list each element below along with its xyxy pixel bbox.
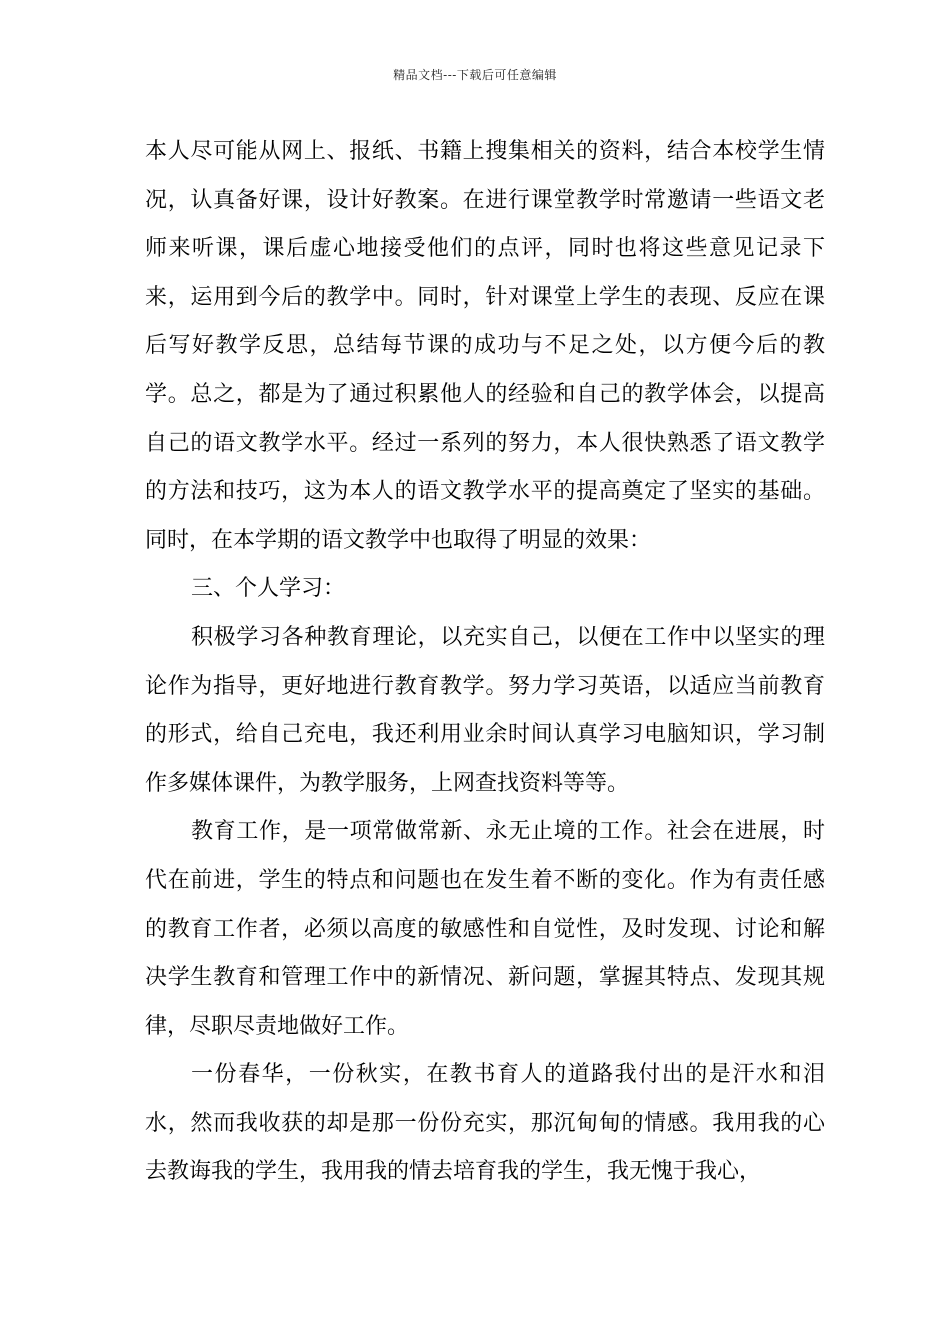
section-heading-personal-study: 三、个人学习： [191,576,346,602]
paragraph-materials: 本人尽可能从网上、报纸、书籍上搜集相关的资料，结合本校学生情况，认真备好课，设计好教案。在进行课堂教学时常邀请一些语文老师来听课，课后虚心地接受他们的点评，同时也将这些意见记录下来，运用到今后的教学中。同时，针对课堂上学生的表现、反应在课后写好教学反思，总结每节课的成功与不足之处，以方便今后的教学。总之，都是为了通过积累他人的经验和自己的教学体会，以提高自己的语文教学水平。经过一系列的努力，本人很快熟悉了语文教学的方法和技巧，这为本人的语文教学水平的提高奠定了坚实的基础。同时，在本学期的语文教学中也取得了明显的效果： [145,139,825,553]
document-body [145,128,825,1197]
paragraph-education-work: 教育工作，是一项常做常新、永无止境的工作。社会在进展，时代在前进，学生的特点和问题也在发生着不断的变化。作为有责任感的教育工作者，必须以高度的敏感性和自觉性，及时发现、讨论和解决学生教育和管理工作中的新情况、新问题，掌握其特点、发现其规律，尽职尽责地做好工作。 [145,819,825,1039]
page-header: 精品文档---下载后可任意编辑 [393,68,557,82]
paragraph-harvest: 一份春华，一份秋实，在教书育人的道路我付出的是汗水和泪水，然而我收获的却是那一份份充实，那沉甸甸的情感。我用我的心去教诲我的学生，我用我的情去培育我的学生，我无愧于我心， [145,1062,825,1185]
paragraph-study: 积极学习各种教育理论，以充实自己，以便在工作中以坚实的理论作为指导，更好地进行教育教学。努力学习英语，以适应当前教育的形式，给自己充电，我还利用业余时间认真学习电脑知识，学习制作多媒体课件，为教学服务，上网查找资料等等。 [145,624,825,796]
